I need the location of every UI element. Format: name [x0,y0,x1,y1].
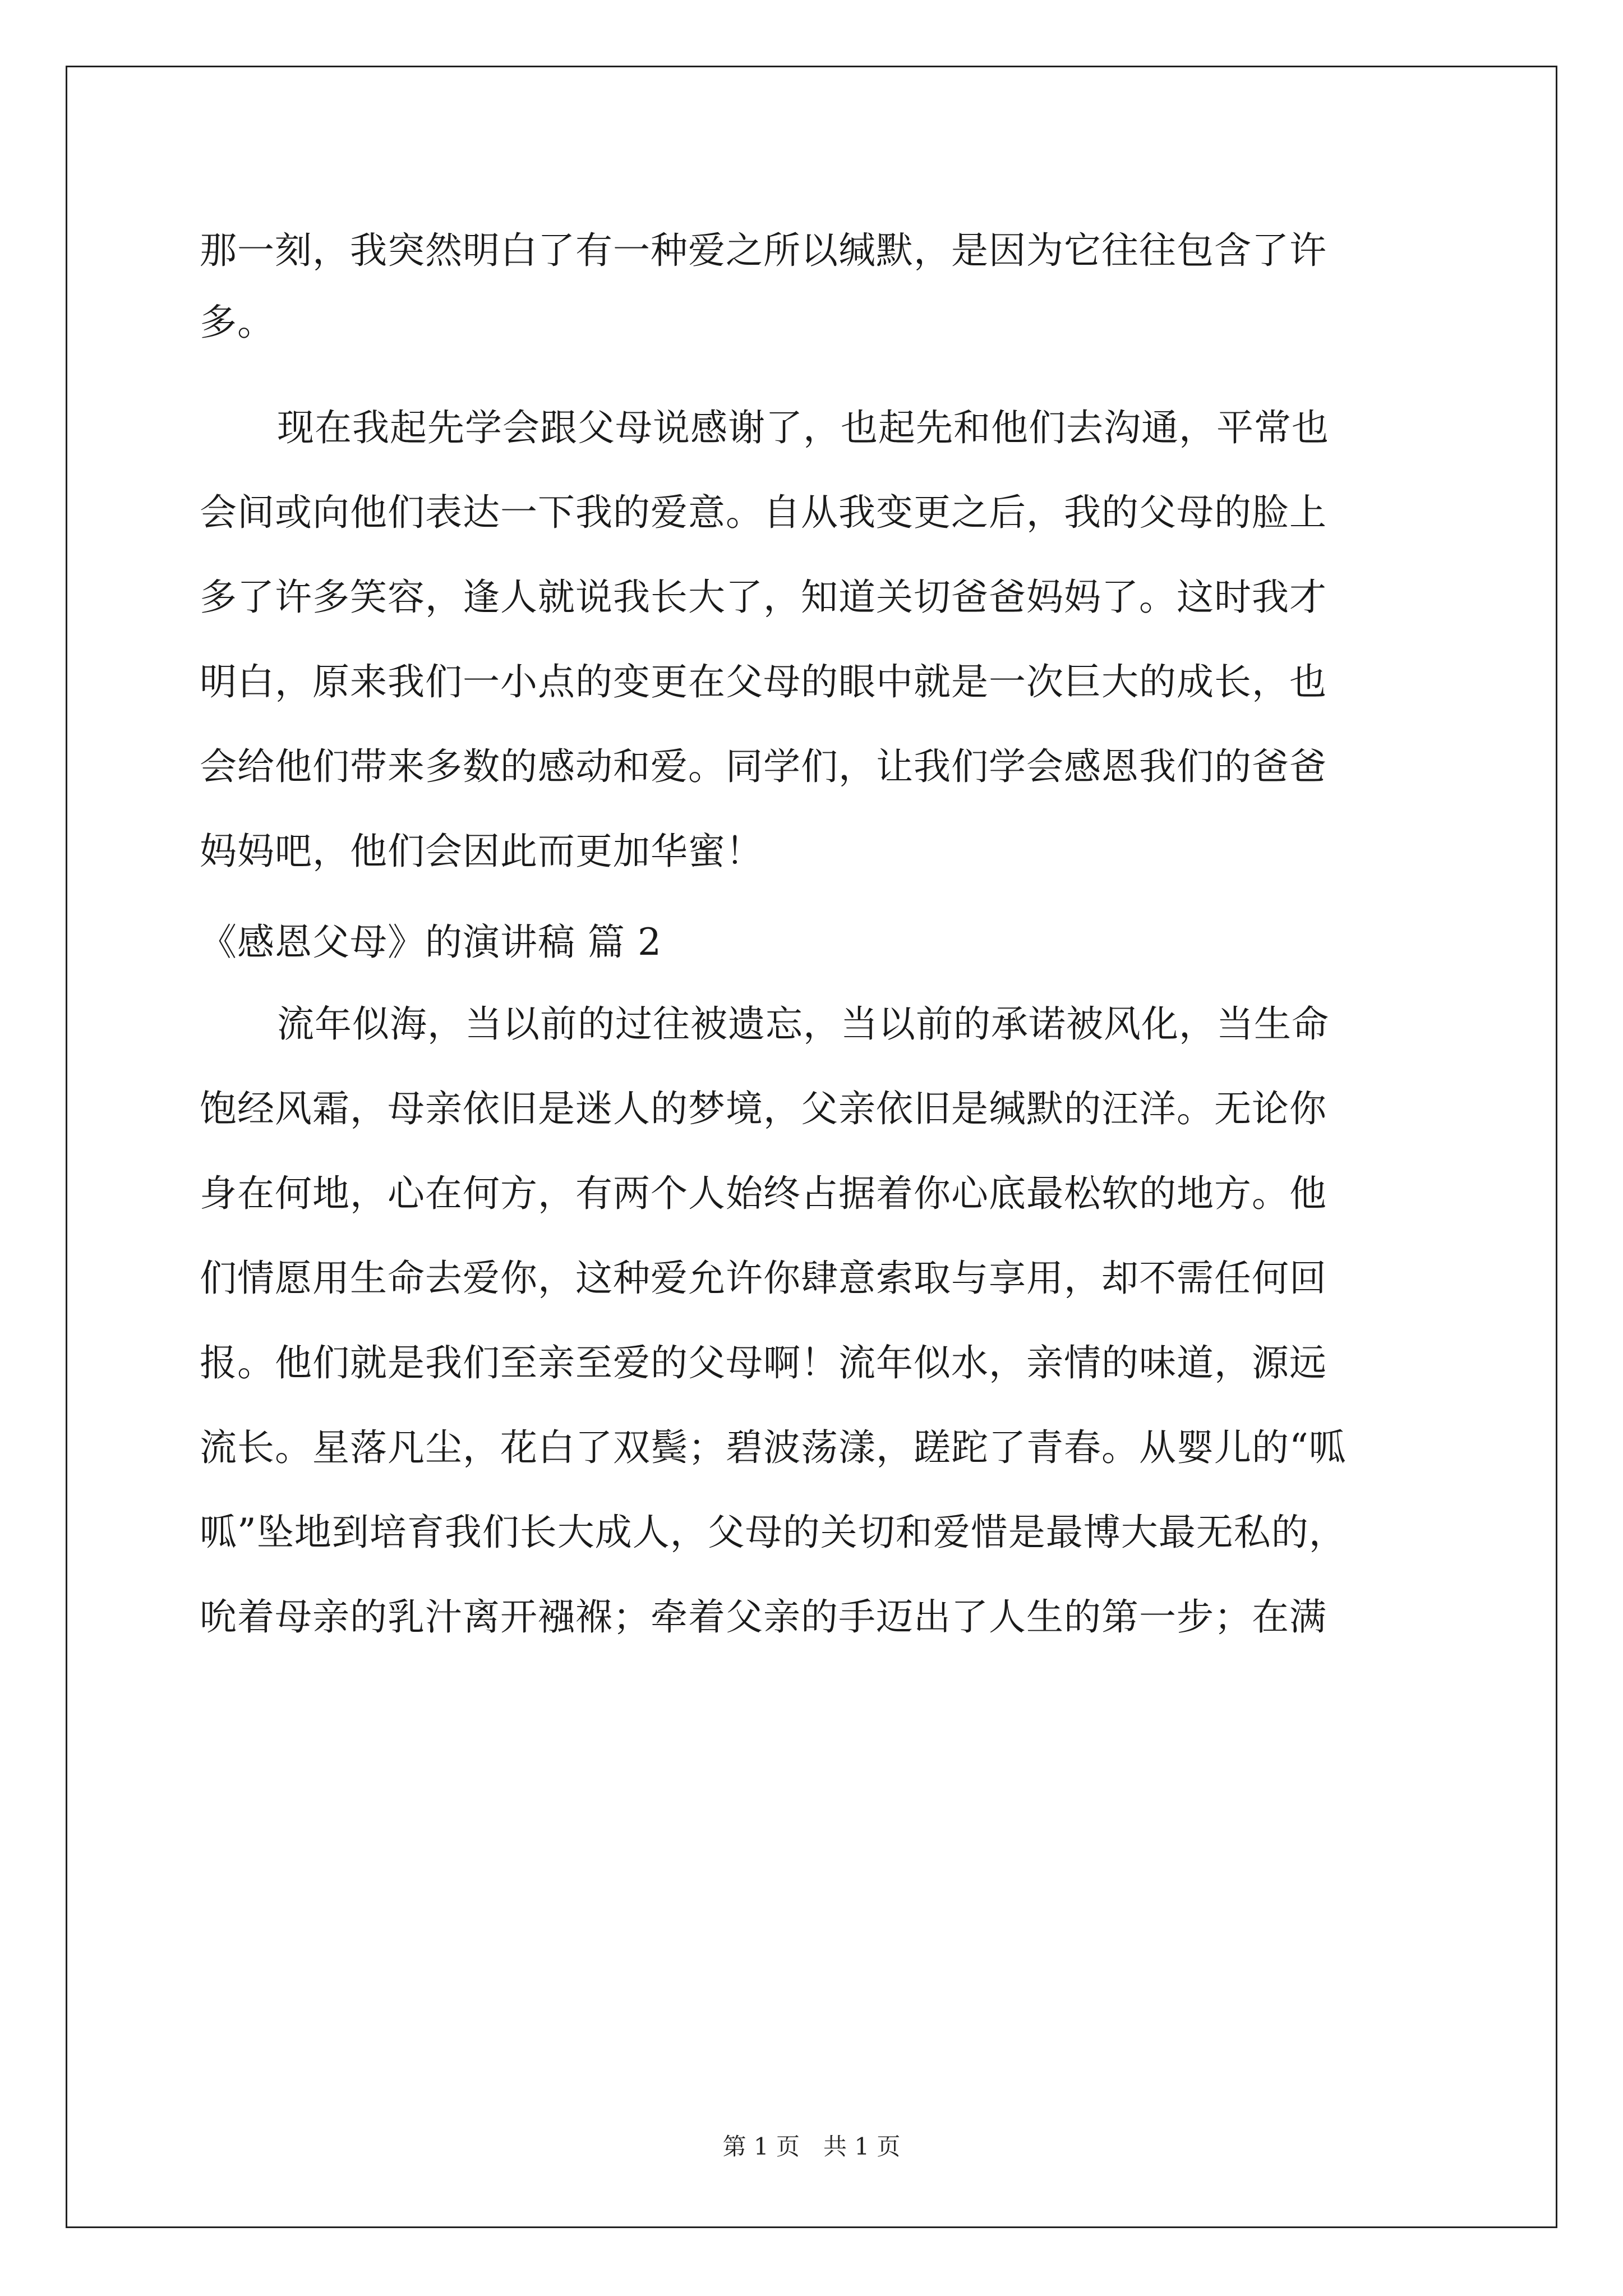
paragraph-line: 明白，原来我们一小点的变更在父母的眼中就是一次巨大的成长，也 [200,660,1327,703]
paragraph-line: 报。他们就是我们至亲至爱的父母啊！流年似水，亲情的味道，源远 [200,1341,1327,1384]
page-footer: 第 1 页 共 1 页 [722,2133,901,2160]
paragraph-line: 多了许多笑容，逢人就说我长大了，知道关切爸爸妈妈了。这时我才 [200,576,1327,619]
paragraph-line: 会间或向他们表达一下我的爱意。自从我变更之后，我的父母的脸上 [200,491,1327,534]
page-border [66,66,1557,2228]
section-heading: 《感恩父母》的演讲稿 篇 2 [200,921,662,964]
paragraph-line: 流年似海，当以前的过往被遗忘，当以前的承诺被风化，当生命 [277,1002,1329,1046]
paragraph-line: 多。 [200,301,275,344]
paragraph-line: 妈妈吧，他们会因此而更加华蜜！ [200,830,763,873]
paragraph-line: 流长。星落凡尘，花白了双鬓；碧波荡漾，蹉跎了青春。从婴儿的“呱 [200,1426,1347,1469]
paragraph-line: 身在何地，心在何方，有两个人始终占据着你心底最松软的地方。他 [200,1172,1327,1215]
paragraph-line: 那一刻，我突然明白了有一种爱之所以缄默，是因为它往往包含了许 [200,229,1327,272]
paragraph-line: 吮着母亲的乳汁离开襁褓；牵着父亲的手迈出了人生的第一步；在满 [200,1595,1327,1639]
paragraph-line: 呱”坠地到培育我们长大成人，父母的关切和爱惜是最博大最无私的， [200,1511,1347,1554]
paragraph-line: 现在我起先学会跟父母说感谢了，也起先和他们去沟通，平常也 [277,406,1329,449]
paragraph-line: 会给他们带来多数的感动和爱。同学们，让我们学会感恩我们的爸爸 [200,745,1327,788]
paragraph-line: 饱经风霜，母亲依旧是迷人的梦境，父亲依旧是缄默的汪洋。无论你 [200,1087,1327,1130]
paragraph-line: 们情愿用生命去爱你，这种爱允许你肆意索取与享用，却不需任何回 [200,1257,1327,1300]
